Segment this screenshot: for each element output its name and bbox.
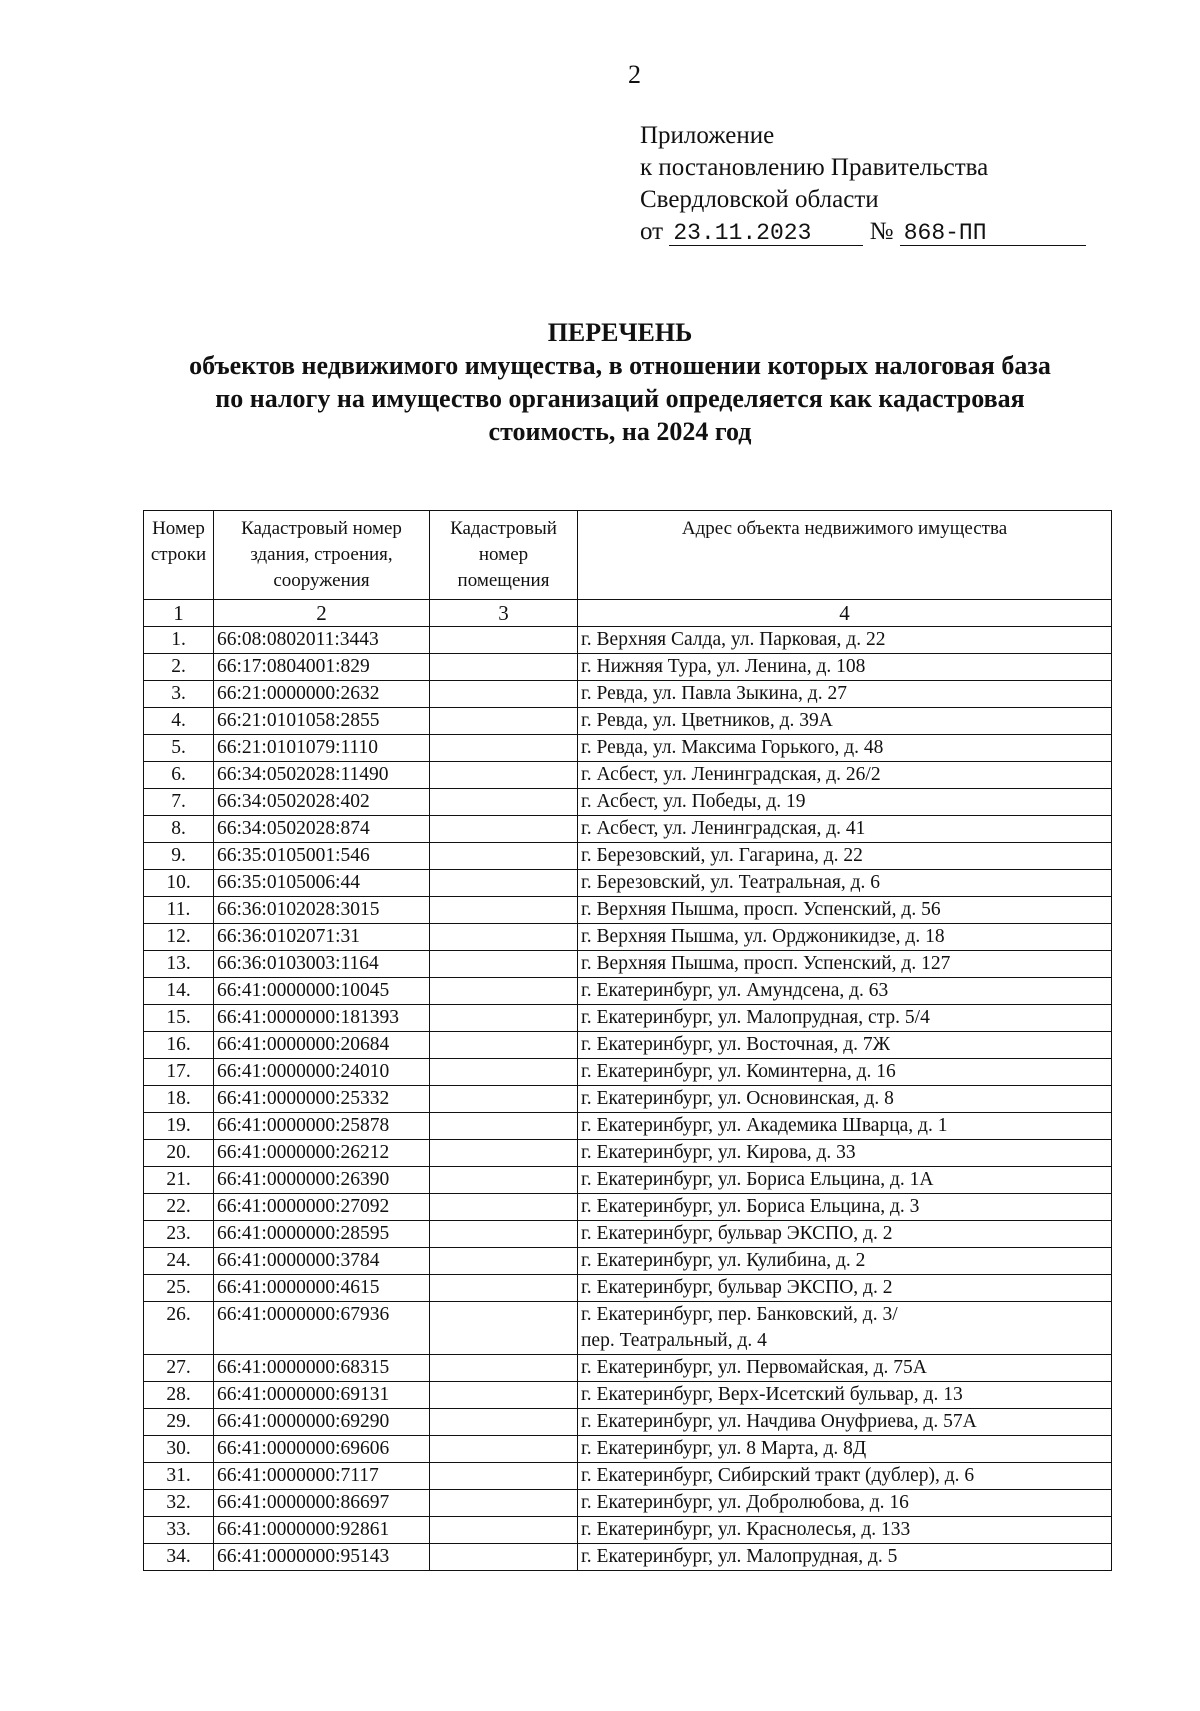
cell-room-cadastral [430,1436,578,1463]
cell-address: г. Верхняя Салда, ул. Парковая, д. 22 [578,627,1112,654]
cell-room-cadastral [430,951,578,978]
cell-room-cadastral [430,654,578,681]
table-row [144,1490,1112,1517]
table-row [144,1248,1112,1275]
cell-room-cadastral [430,1544,578,1571]
cell-room-cadastral [430,897,578,924]
table-row [144,816,1112,843]
cell-row-number: 9. [144,843,214,870]
cell-building-cadastral: 66:41:0000000:69606 [214,1436,430,1463]
cell-building-cadastral: 66:41:0000000:7117 [214,1463,430,1490]
cell-row-number: 19. [144,1113,214,1140]
table-row [144,762,1112,789]
cell-room-cadastral [430,978,578,1005]
cell-room-cadastral [430,735,578,762]
cell-row-number: 31. [144,1463,214,1490]
table-row [144,1382,1112,1409]
table-row [144,843,1112,870]
table-row [144,870,1112,897]
cell-row-number: 30. [144,1436,214,1463]
resolution-number: 868-ПП [900,221,1086,246]
cell-building-cadastral: 66:36:0102028:3015 [214,897,430,924]
page-number: 2 [628,60,641,89]
cell-address: г. Екатеринбург, ул. Восточная, д. 7Ж [578,1032,1112,1059]
cell-row-number: 26. [144,1302,214,1355]
cell-room-cadastral [430,789,578,816]
cell-room-cadastral [430,1140,578,1167]
cell-row-number: 21. [144,1167,214,1194]
cell-row-number: 25. [144,1275,214,1302]
cell-row-number: 27. [144,1355,214,1382]
cell-building-cadastral: 66:36:0103003:1164 [214,951,430,978]
header-building-cadastral: Кадастровый номер здания, строения, сооружения [214,511,430,600]
cell-row-number: 4. [144,708,214,735]
cell-room-cadastral [430,708,578,735]
table-row [144,735,1112,762]
cell-room-cadastral [430,1086,578,1113]
cell-row-number: 22. [144,1194,214,1221]
cell-address: г. Екатеринбург, ул. Бориса Ельцина, д. 3 [578,1194,1112,1221]
cell-room-cadastral [430,870,578,897]
table-row [144,897,1112,924]
cell-building-cadastral: 66:41:0000000:68315 [214,1355,430,1382]
table-row [144,1059,1112,1086]
cell-row-number: 13. [144,951,214,978]
cell-room-cadastral [430,627,578,654]
cell-building-cadastral: 66:41:0000000:69131 [214,1382,430,1409]
column-number: 3 [430,600,578,627]
cell-row-number: 28. [144,1382,214,1409]
cell-row-number: 14. [144,978,214,1005]
cell-row-number: 11. [144,897,214,924]
cell-building-cadastral: 66:41:0000000:10045 [214,978,430,1005]
cell-address: г. Екатеринбург, ул. Краснолесья, д. 133 [578,1517,1112,1544]
column-number: 1 [144,600,214,627]
cell-row-number: 17. [144,1059,214,1086]
cell-row-number: 32. [144,1490,214,1517]
cell-room-cadastral [430,1517,578,1544]
cell-building-cadastral: 66:34:0502028:402 [214,789,430,816]
table-row [144,1517,1112,1544]
table-row [144,1005,1112,1032]
table-row [144,1032,1112,1059]
cell-room-cadastral [430,1005,578,1032]
cell-address: г. Екатеринбург, ул. 8 Марта, д. 8Д [578,1436,1112,1463]
number-label: № [869,218,894,245]
cell-building-cadastral: 66:34:0502028:11490 [214,762,430,789]
appendix-line-3: Свердловской области [640,186,879,213]
cell-building-cadastral: 66:41:0000000:20684 [214,1032,430,1059]
cell-room-cadastral [430,1302,578,1355]
appendix-date-line [640,216,1086,248]
cell-address: г. Екатеринбург, бульвар ЭКСПО, д. 2 [578,1221,1112,1248]
table-row [144,1275,1112,1302]
cell-building-cadastral: 66:41:0000000:86697 [214,1490,430,1517]
cell-room-cadastral [430,1463,578,1490]
title-line-3: стоимость, на 2024 год [488,417,752,446]
title-heading: ПЕРЕЧЕНЬ [547,318,693,347]
cell-address: г. Екатеринбург, бульвар ЭКСПО, д. 2 [578,1275,1112,1302]
cell-address: г. Екатеринбург, ул. Кирова, д. 33 [578,1140,1112,1167]
appendix-line-2: к постановлению Правительства [640,154,989,181]
cell-room-cadastral [430,1275,578,1302]
cell-address: г. Березовский, ул. Гагарина, д. 22 [578,843,1112,870]
table-row [144,1194,1112,1221]
cell-building-cadastral: 66:35:0105006:44 [214,870,430,897]
cell-address: г. Екатеринбург, ул. Коминтерна, д. 16 [578,1059,1112,1086]
cell-building-cadastral: 66:21:0000000:2632 [214,681,430,708]
cell-building-cadastral: 66:41:0000000:181393 [214,1005,430,1032]
table-row [144,1086,1112,1113]
cell-room-cadastral [430,924,578,951]
cell-room-cadastral [430,1059,578,1086]
cell-room-cadastral [430,1221,578,1248]
cell-building-cadastral: 66:36:0102071:31 [214,924,430,951]
cell-room-cadastral [430,681,578,708]
cell-room-cadastral [430,843,578,870]
table-row [144,1355,1112,1382]
cell-room-cadastral [430,1194,578,1221]
cell-building-cadastral: 66:41:0000000:25878 [214,1113,430,1140]
appendix-block [640,120,1086,248]
cell-address: г. Ревда, ул. Цветников, д. 39А [578,708,1112,735]
table-row [144,708,1112,735]
cell-address: г. Березовский, ул. Театральная, д. 6 [578,870,1112,897]
cell-address: г. Екатеринбург, ул. Малопрудная, д. 5 [578,1544,1112,1571]
cell-room-cadastral [430,1382,578,1409]
document-title [140,316,1100,448]
cell-row-number: 12. [144,924,214,951]
table-row [144,1167,1112,1194]
column-number-row [144,600,1112,627]
cell-row-number: 5. [144,735,214,762]
cell-row-number: 24. [144,1248,214,1275]
cell-address: г. Нижняя Тура, ул. Ленина, д. 108 [578,654,1112,681]
cell-building-cadastral: 66:41:0000000:25332 [214,1086,430,1113]
cell-address: г. Екатеринбург, ул. Первомайская, д. 75А [578,1355,1112,1382]
cell-address: г. Екатеринбург, ул. Малопрудная, стр. 5/4 [578,1005,1112,1032]
cell-building-cadastral: 66:41:0000000:3784 [214,1248,430,1275]
cell-building-cadastral: 66:21:0101058:2855 [214,708,430,735]
cell-building-cadastral: 66:41:0000000:4615 [214,1275,430,1302]
from-label: от [640,218,664,245]
cell-room-cadastral [430,762,578,789]
cell-address: г. Екатеринбург, ул. Кулибина, д. 2 [578,1248,1112,1275]
table-row [144,627,1112,654]
cell-building-cadastral: 66:21:0101079:1110 [214,735,430,762]
cell-building-cadastral: 66:34:0502028:874 [214,816,430,843]
cell-address: г. Екатеринбург, Верх-Исетский бульвар, д. 13 [578,1382,1112,1409]
cell-building-cadastral: 66:41:0000000:24010 [214,1059,430,1086]
table-row [144,924,1112,951]
cell-room-cadastral [430,816,578,843]
table-header [143,510,1112,600]
cell-row-number: 34. [144,1544,214,1571]
cell-building-cadastral: 66:17:0804001:829 [214,654,430,681]
cell-building-cadastral: 66:41:0000000:92861 [214,1517,430,1544]
cell-address: г. Екатеринбург, Сибирский тракт (дублер), д. 6 [578,1463,1112,1490]
cell-address: г. Асбест, ул. Ленинградская, д. 26/2 [578,762,1112,789]
cell-row-number: 33. [144,1517,214,1544]
cell-room-cadastral [430,1113,578,1140]
resolution-date: 23.11.2023 [669,221,863,246]
cell-address: г. Екатеринбург, ул. Основинская, д. 8 [578,1086,1112,1113]
cell-building-cadastral: 66:41:0000000:67936 [214,1302,430,1355]
table-row [144,1221,1112,1248]
header-address: Адрес объекта недвижимого имущества [578,511,1112,600]
cell-row-number: 1. [144,627,214,654]
cell-address: г. Ревда, ул. Павла Зыкина, д. 27 [578,681,1112,708]
cell-building-cadastral: 66:35:0105001:546 [214,843,430,870]
cell-building-cadastral: 66:08:0802011:3443 [214,627,430,654]
cell-row-number: 2. [144,654,214,681]
cell-address: г. Екатеринбург, ул. Амундсена, д. 63 [578,978,1112,1005]
cell-room-cadastral [430,1032,578,1059]
cell-building-cadastral: 66:41:0000000:28595 [214,1221,430,1248]
cell-row-number: 29. [144,1409,214,1436]
cell-address: г. Екатеринбург, ул. Добролюбова, д. 16 [578,1490,1112,1517]
header-room-cadastral: Кадастровый номер помещения [430,511,578,600]
cell-address: г. Екатеринбург, ул. Академика Шварца, д. 1 [578,1113,1112,1140]
column-number: 4 [578,600,1112,627]
cell-row-number: 8. [144,816,214,843]
cell-address: г. Асбест, ул. Ленинградская, д. 41 [578,816,1112,843]
title-line-2: по налогу на имущество организаций определяется как кадастровая [215,384,1025,413]
address-line: г. Екатеринбург, пер. Банковский, д. 3/ [581,1304,898,1325]
cell-row-number: 7. [144,789,214,816]
address-line: пер. Театральный, д. 4 [581,1330,767,1351]
property-table [143,599,1112,1571]
cell-row-number: 10. [144,870,214,897]
cell-row-number: 16. [144,1032,214,1059]
title-line-1: объектов недвижимого имущества, в отношении которых налоговая база [189,351,1051,380]
cell-row-number: 18. [144,1086,214,1113]
table-row [144,1544,1112,1571]
cell-address: г. Верхняя Пышма, просп. Успенский, д. 127 [578,951,1112,978]
table-row [144,951,1112,978]
cell-address: г. Верхняя Пышма, ул. Орджоникидзе, д. 18 [578,924,1112,951]
cell-room-cadastral [430,1248,578,1275]
table-row [144,978,1112,1005]
table-row [144,1140,1112,1167]
table-row [144,1409,1112,1436]
table-row [144,654,1112,681]
cell-row-number: 15. [144,1005,214,1032]
cell-address: г. Екатеринбург, ул. Начдива Онуфриева, д. 57А [578,1409,1112,1436]
cell-building-cadastral: 66:41:0000000:27092 [214,1194,430,1221]
table-row [144,1436,1112,1463]
cell-address: г. Ревда, ул. Максима Горького, д. 48 [578,735,1112,762]
header-row-number: Номер строки [144,511,214,600]
cell-building-cadastral: 66:41:0000000:69290 [214,1409,430,1436]
cell-address: г. Асбест, ул. Победы, д. 19 [578,789,1112,816]
cell-row-number: 3. [144,681,214,708]
cell-building-cadastral: 66:41:0000000:95143 [214,1544,430,1571]
cell-room-cadastral [430,1355,578,1382]
cell-address [578,1302,1112,1355]
appendix-line-1: Приложение [640,122,775,149]
table-row [144,789,1112,816]
cell-room-cadastral [430,1490,578,1517]
cell-building-cadastral: 66:41:0000000:26390 [214,1167,430,1194]
table-row [144,1463,1112,1490]
cell-room-cadastral [430,1167,578,1194]
table-row [144,1302,1112,1355]
cell-room-cadastral [430,1409,578,1436]
cell-row-number: 20. [144,1140,214,1167]
table-row [144,681,1112,708]
table-row [144,1113,1112,1140]
cell-row-number: 23. [144,1221,214,1248]
cell-building-cadastral: 66:41:0000000:26212 [214,1140,430,1167]
column-number: 2 [214,600,430,627]
cell-address: г. Екатеринбург, ул. Бориса Ельцина, д. 1А [578,1167,1112,1194]
cell-address: г. Верхняя Пышма, просп. Успенский, д. 56 [578,897,1112,924]
cell-row-number: 6. [144,762,214,789]
